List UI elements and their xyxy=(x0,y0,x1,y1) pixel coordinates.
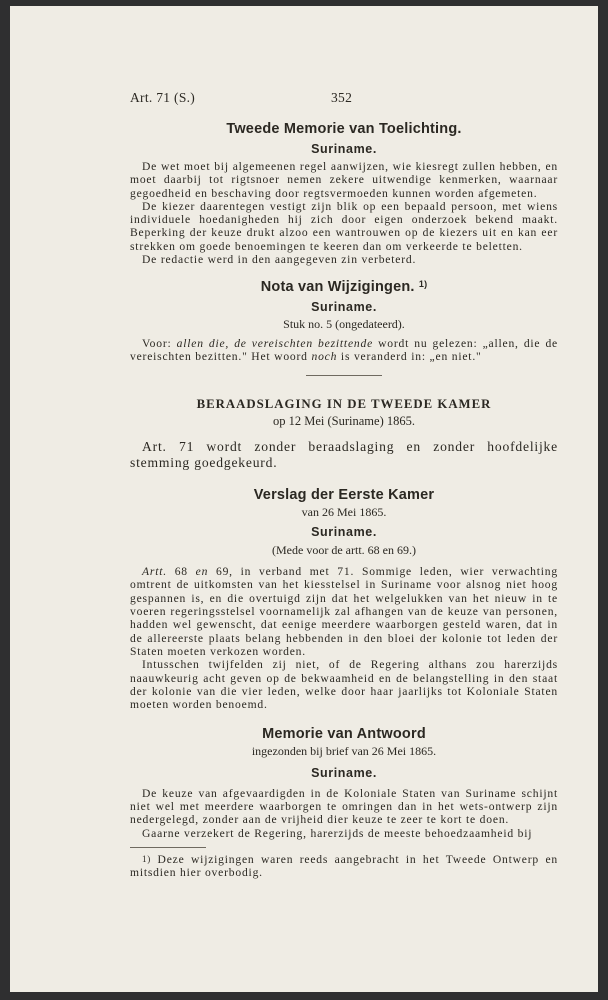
section-title-tweede-memorie: Tweede Memorie van Toelichting. xyxy=(226,121,462,137)
paragraph-italic: Artt. xyxy=(142,565,167,579)
section-subtitle-suriname: Suriname. xyxy=(311,142,377,156)
paragraph: De keuze van afgevaardigden in de Koloniale Staten van Suriname schijnt niet wel met meerdere waarborgen te omringen dan in het wets-ontwerp zijn nedergelegd, zonder aan de vrijheid dier keuze te zeer te kort te doen. xyxy=(130,786,558,827)
footnote-divider xyxy=(130,847,206,848)
section-subtitle-suriname: Suriname. xyxy=(311,300,377,315)
section-title-nota-van-wijzigingen xyxy=(130,279,558,295)
scan-border-top xyxy=(0,0,608,6)
section-note: (Mede voor de artt. 68 en 69.) xyxy=(272,542,416,557)
running-head-article: Art. 71 (S.) xyxy=(130,90,196,105)
paragraph-italic: noch xyxy=(311,349,338,363)
paragraph: Gaarne verzekert de Regering, harerzijds de meeste behoedzaamheid bij xyxy=(142,826,533,840)
footnote xyxy=(130,853,558,880)
page-number: 352 xyxy=(331,90,353,105)
paragraph: Intusschen twijfelden zij niet, of de Regering althans zou harerzijds naauwkeurig acht geven op de bekwaamheid en de belangstelling in den staat der kolonie van die vier leden, welke door haar jaarlijks tot Koloniale Staten moeten worden benoemd. xyxy=(130,658,558,712)
section-subtitle-suriname: Suriname. xyxy=(311,524,377,539)
paragraph xyxy=(130,565,558,658)
section-title-beraadslaging: BERAADSLAGING IN DE TWEEDE KAMER xyxy=(196,397,492,412)
paragraph: De kiezer daarentegen vestigt zijn blik op een bepaald persoon, met wiens individuele hoedanigheden hij zich door eigen onderzoek bekend maakt. Beperking der keuze drukt alzoo een wantrouwen op de kiezers uit en kan eer strekken om goede benoemingen te keeren dan om verkeerde te beletten. xyxy=(130,199,558,253)
paragraph-italic: en xyxy=(195,565,209,579)
paragraph-text: 69, in verband met 71. Sommige leden, wier verwachting omtrent de uitkomsten van het kiesstelsel in Suriname voor alsnog niet hoog gespannen is, en die overtuigd zijn dat het welgelukken van het nieuw in te voeren regeringsstelsel voornamelijk zal afhangen van de keuze van personen, hadden wel gewenscht, dat eenige meerdere waarborgen gesteld waren, dat in de allereerste plaats belang hebbenden in den bloei der kolonie tot leden der Staten moeten verkozen worden. xyxy=(130,565,558,658)
paragraph: De redactie werd in den aangegeven zin verbeterd. xyxy=(142,253,417,267)
paragraph-text: is veranderd in: „en niet." xyxy=(337,349,482,363)
paragraph-text: 68 xyxy=(166,565,196,579)
scan-border-bottom xyxy=(0,992,608,1000)
footnote-text: Deze wijzigingen waren reeds aangebracht in het Tweede Ontwerp en mitsdien hier overbodig. xyxy=(130,852,558,880)
nota-title-text: Nota van Wijzigingen. xyxy=(260,279,415,296)
scan-border-left xyxy=(0,0,10,1000)
section-date: ingezonden bij brief van 26 Mei 1865. xyxy=(251,744,437,759)
footnote-reference: 1) xyxy=(418,279,428,290)
section-title-verslag-eerste-kamer: Verslag der Eerste Kamer xyxy=(253,486,435,503)
section-subtitle-suriname: Suriname. xyxy=(311,765,377,780)
section-date: op 12 Mei (Suriname) 1865. xyxy=(273,414,415,429)
section-divider xyxy=(306,375,382,376)
document-reference: Stuk no. 5 (ongedateerd). xyxy=(283,317,405,332)
running-head xyxy=(130,90,558,110)
section-date: van 26 Mei 1865. xyxy=(301,504,387,519)
footnote-marker: 1) xyxy=(142,853,152,864)
page-content xyxy=(130,90,558,880)
paragraph-text: wordt nu gelezen: „allen, die de vereischten bezitten." Het woord xyxy=(130,336,558,363)
paragraph-italic: allen die, de vereischten bezittende xyxy=(176,336,374,350)
paragraph-text: Voor: xyxy=(142,336,177,350)
scan-border-right xyxy=(598,0,608,1000)
article-paragraph: Art. 71 wordt zonder beraadslaging en zonder hoofdelijke stemming goedgekeurd. xyxy=(130,438,558,470)
section-title-memorie-van-antwoord: Memorie van Antwoord xyxy=(262,726,426,743)
paragraph xyxy=(130,337,558,364)
paragraph: De wet moet bij algemeenen regel aanwijzen, wie kiesregt zullen hebben, en moet daarbij tot rigtsnoer nemen zekere uitwendige kenmerken, waarnaar gegoedheid en beschaving door regtsvermoeden kunnen worden afgemeten. xyxy=(130,160,558,200)
